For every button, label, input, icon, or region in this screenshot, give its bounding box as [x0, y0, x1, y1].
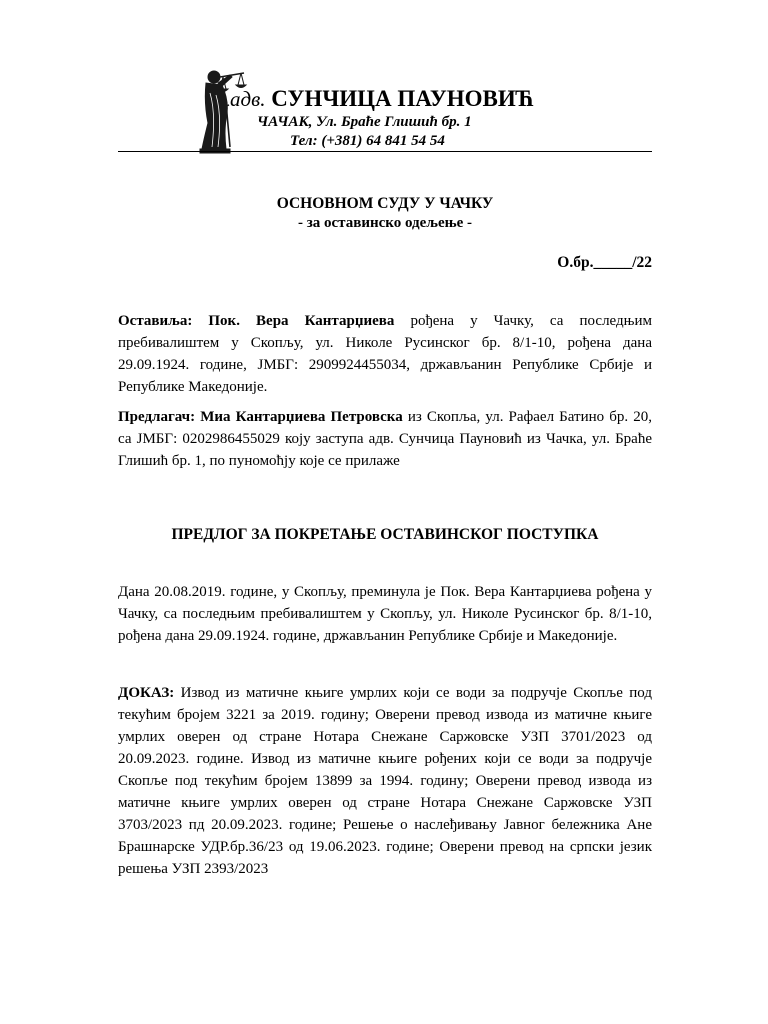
letterhead-divider: [118, 151, 652, 152]
evidence-paragraph: [118, 682, 652, 880]
petitioner-label: Предлагач:: [118, 409, 196, 425]
petitioner-details: из Скопља, ул. Рафаел Батино бр. 20, са ЈМБГ: 0202986455029 коју заступа адв. Сунчица Пауновић из Чачка, ул. Браће Глишић бр. 1, по пуномоћју које се прилаже: [118, 409, 653, 469]
letterhead-address: ЧАЧАК, Ул. Браће Глишић бр. 1: [257, 114, 472, 130]
petitioner-name: Миа Кантарџиева Петровска: [200, 409, 403, 425]
deceased-details: рођена у Чачку, са последњим пребивалиштем у Скопљу, ул. Николе Русинског бр. 8/1-10, рођена дана 29.09.1924. године, ЈМБГ: 2909924455034, држављанин Републике Србије и Републике Македоније.: [118, 313, 653, 395]
evidence-label: ДОКАЗ:: [118, 685, 175, 701]
death-paragraph: Дана 20.08.2019. године, у Скопљу, преминула је Пок. Вера Кантарџиева рођена у Чачку, са последњим пребивалиштем у Скопљу, ул. Николе Русинског бр. 8/1-10, рођена дана 29.09.1924. године, држављанин Републике Србије и Македоније.: [118, 584, 652, 644]
deceased-label: Оставиља:: [118, 313, 193, 329]
court-department: - за оставинско одељење -: [298, 215, 472, 231]
court-name: ОСНОВНОМ СУДУ У ЧАЧКУ: [276, 195, 494, 212]
letterhead-name: [230, 86, 534, 112]
letterhead-prefix: адв.: [230, 87, 266, 111]
document-title: ПРЕДЛОГ ЗА ПОКРЕТАЊЕ ОСТАВИНСКОГ ПОСТУПКА: [171, 526, 599, 543]
deceased-name: Пок. Вера Кантарџиева: [208, 313, 395, 329]
case-number: О.бр._____/22: [557, 254, 652, 271]
petitioner-paragraph: [118, 406, 652, 472]
deceased-paragraph: [118, 310, 652, 398]
letterhead-phone: Тел: (+381) 64 841 54 54: [290, 133, 445, 149]
evidence-details: Извод из матичне књиге умрлих који се води за подручје Скопље под текућим бројем 3221 за 2019. годину; Оверени превод извода из матичне књиге умрлих оверен од стране Нотара Снежане Саржовске УЗП 3701/2023 од 20.09.2023. године. Извод из матичне књиге рођених који се води за подручје Скопље под текућим бројем 13899 за 1994. годину; Оверени превод извода из матичне књиге умрлих оверен од стране Нотара Снежане Саржовске УЗП 3703/2023 пд 20.09.2023. године; Решење о наслеђивању Јавног бележника Ане Брашнарске УДР.бр.36/23 од 19.06.2023. године; Оверени превод на српски језик решења УЗП 2393/2023: [118, 685, 652, 877]
letterhead-attorney-name: СУНЧИЦА ПАУНОВИЋ: [271, 86, 535, 111]
